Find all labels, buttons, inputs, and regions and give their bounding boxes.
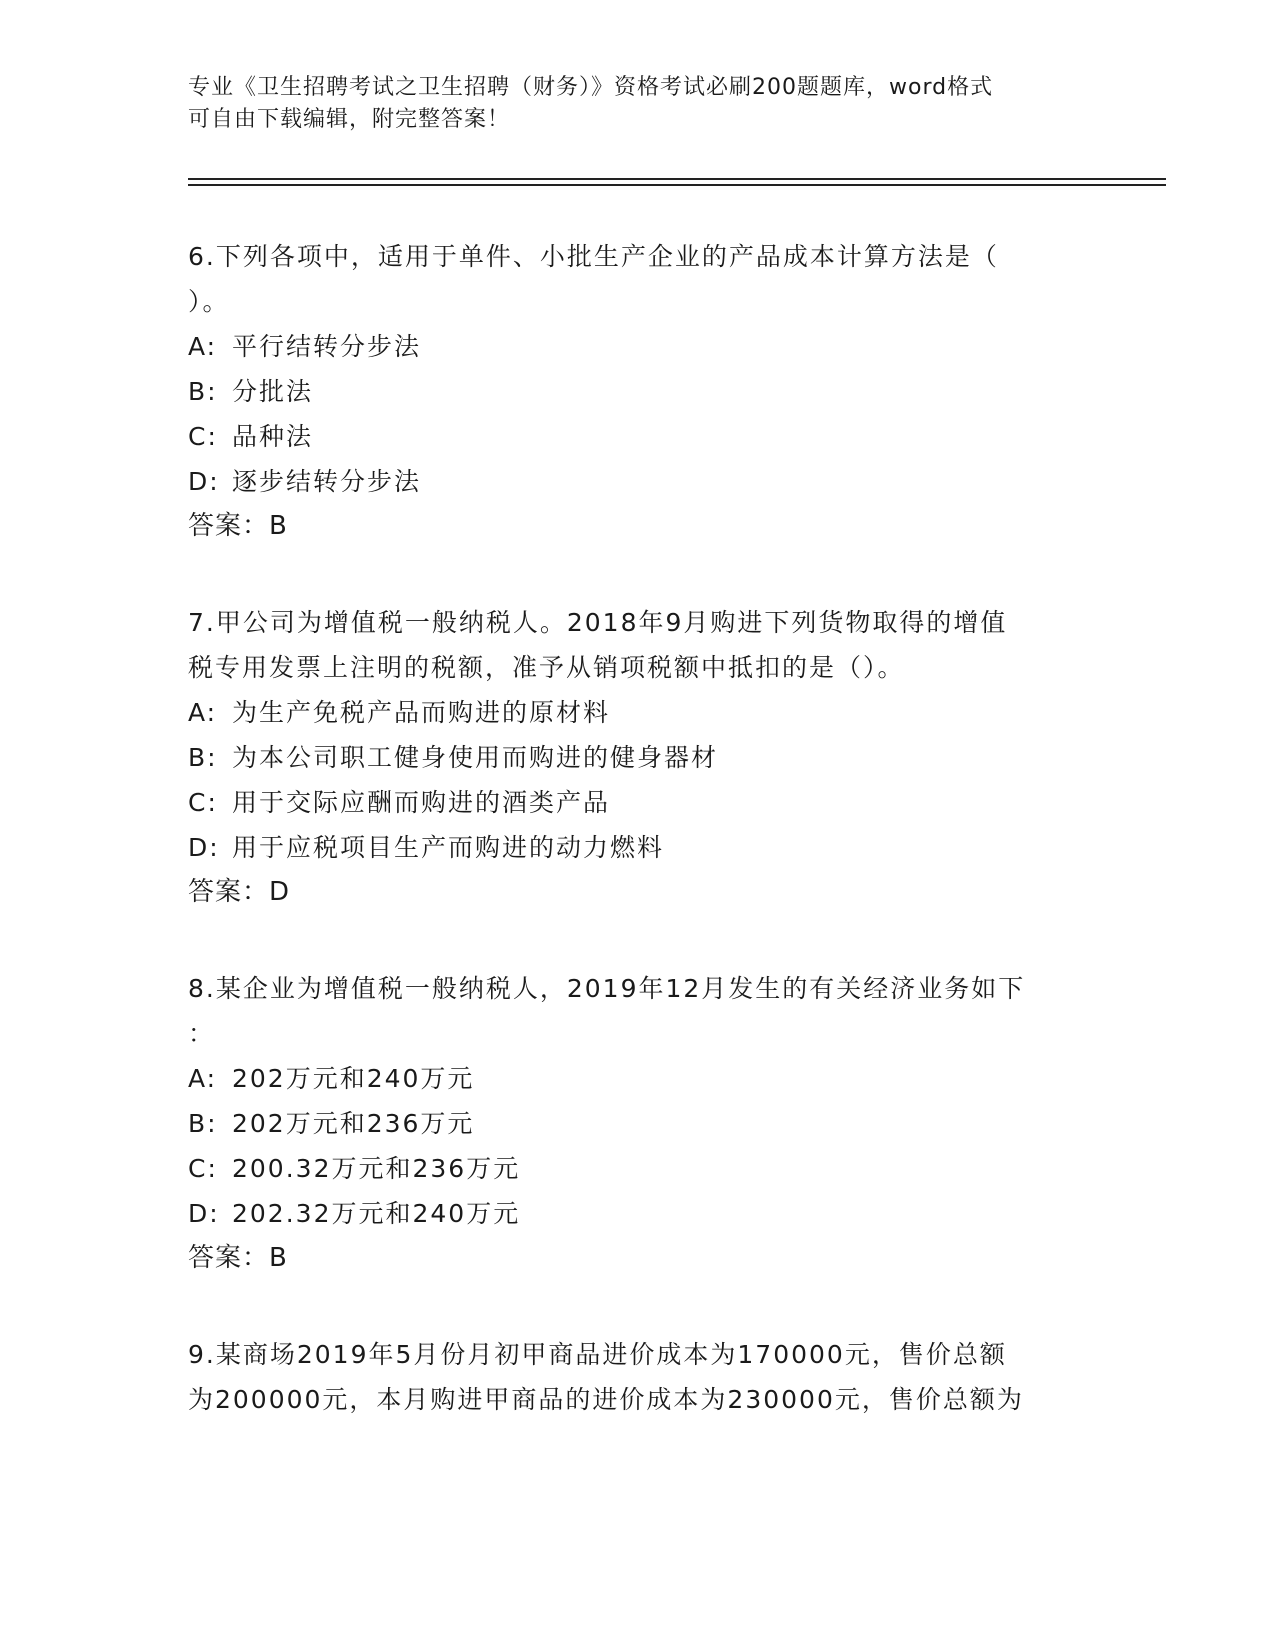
option-c xyxy=(188,780,1088,825)
option-d xyxy=(188,459,1088,504)
answer-value: D xyxy=(269,877,291,907)
option-list xyxy=(188,324,1088,504)
option-b xyxy=(188,1101,1088,1146)
answer-line xyxy=(188,1236,1088,1281)
header-divider-bottom xyxy=(188,184,1166,186)
option-letter: A: xyxy=(188,698,218,727)
question-stem xyxy=(188,600,1088,690)
option-letter: B: xyxy=(188,377,218,406)
option-b xyxy=(188,735,1088,780)
option-list xyxy=(188,690,1088,870)
question-stem-line-1: 7.甲公司为增值税一般纳税人。2018年9月购进下列货物取得的增值 xyxy=(188,608,1008,637)
question-stem xyxy=(188,966,1088,1056)
option-letter: B: xyxy=(188,743,218,772)
question-9 xyxy=(188,1332,1088,1422)
option-text: 逐步结转分步法 xyxy=(232,467,422,496)
option-letter: C: xyxy=(188,788,218,817)
option-letter: D: xyxy=(188,1199,220,1228)
option-letter: B: xyxy=(188,1109,218,1138)
answer-value: B xyxy=(269,511,288,541)
answer-label: 答案： xyxy=(188,877,270,907)
question-stem-line-2: ）。 xyxy=(188,287,230,316)
option-c xyxy=(188,414,1088,459)
option-a xyxy=(188,690,1088,735)
option-d xyxy=(188,1191,1088,1236)
option-letter: A: xyxy=(188,332,218,361)
question-stem-line-1: 9.某商场2019年5月份月初甲商品进价成本为170000元，售价总额 xyxy=(188,1340,1007,1369)
header-line-2: 可自由下载编辑，附完整答案！ xyxy=(188,107,511,132)
answer-line xyxy=(188,870,1088,915)
question-stem-line-1: 6.下列各项中，适用于单件、小批生产企业的产品成本计算方法是（ xyxy=(188,242,999,271)
question-6 xyxy=(188,234,1088,549)
option-a xyxy=(188,1056,1088,1101)
option-letter: C: xyxy=(188,422,218,451)
answer-label: 答案： xyxy=(188,1243,270,1273)
option-text: 用于应税项目生产而购进的动力燃料 xyxy=(232,833,665,862)
header-divider-top xyxy=(188,178,1166,180)
header-line-1: 专业《卫生招聘考试之卫生招聘（财务）》资格考试必刷200题题库，word格式 xyxy=(188,75,994,100)
question-stem-line-1: 8.某企业为增值税一般纳税人，2019年12月发生的有关经济业务如下 xyxy=(188,974,1026,1003)
question-stem-line-2: 税专用发票上注明的税额，准予从销项税额中抵扣的是（）。 xyxy=(188,653,905,682)
option-a xyxy=(188,324,1088,369)
option-b xyxy=(188,369,1088,414)
question-stem-line-2: 为200000元，本月购进甲商品的进价成本为230000元，售价总额为 xyxy=(188,1385,1024,1414)
option-text: 品种法 xyxy=(232,422,314,451)
question-7 xyxy=(188,600,1088,915)
option-c xyxy=(188,1146,1088,1191)
option-text: 用于交际应酬而购进的酒类产品 xyxy=(232,788,611,817)
question-stem xyxy=(188,234,1088,324)
option-letter: D: xyxy=(188,833,220,862)
option-text: 平行结转分步法 xyxy=(232,332,422,361)
option-text: 为本公司职工健身使用而购进的健身器材 xyxy=(232,743,719,772)
option-letter: A: xyxy=(188,1064,218,1093)
answer-value: B xyxy=(269,1243,288,1273)
answer-label: 答案： xyxy=(188,511,270,541)
question-8 xyxy=(188,966,1088,1281)
option-letter: C: xyxy=(188,1154,218,1183)
option-text: 分批法 xyxy=(232,377,314,406)
question-stem xyxy=(188,1332,1088,1422)
option-d xyxy=(188,825,1088,870)
document-header xyxy=(188,72,1088,136)
question-stem-line-2: ： xyxy=(188,1019,216,1048)
answer-line xyxy=(188,504,1088,549)
option-text: 202.32万元和240万元 xyxy=(232,1199,521,1228)
option-text: 202万元和240万元 xyxy=(232,1064,475,1093)
option-text: 200.32万元和236万元 xyxy=(232,1154,521,1183)
option-text: 为生产免税产品而购进的原材料 xyxy=(232,698,611,727)
option-letter: D: xyxy=(188,467,220,496)
option-text: 202万元和236万元 xyxy=(232,1109,475,1138)
option-list xyxy=(188,1056,1088,1236)
